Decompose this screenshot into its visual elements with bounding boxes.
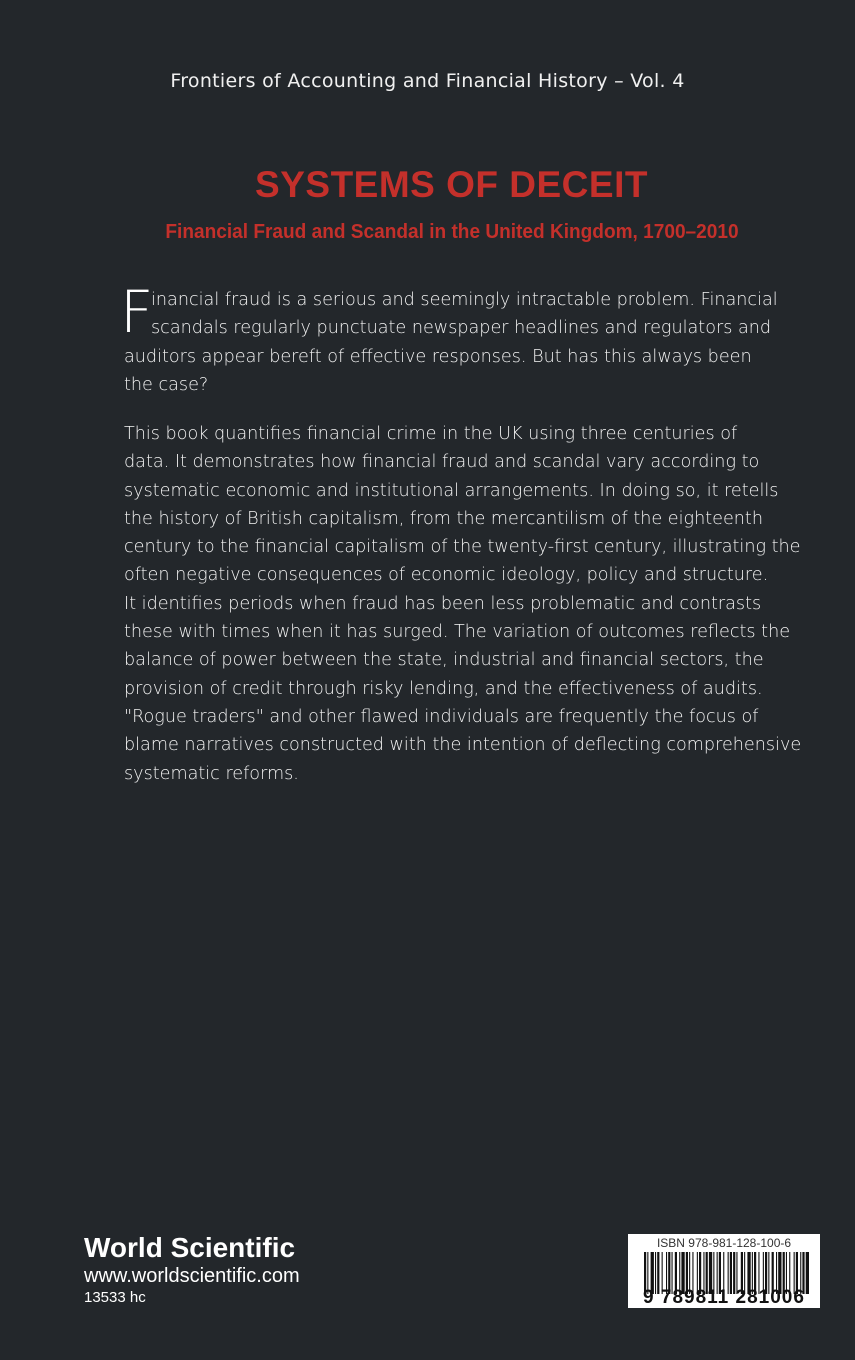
catalog-code: 13533 hc [84, 1289, 146, 1306]
series-title: Frontiers of Accounting and Financial History – Vol. 4 [170, 70, 685, 92]
text-line: the history of British capitalism, from the mercantilism of the eighteenth [124, 508, 763, 529]
isbn-label: ISBN 978-981-128-100-6 [656, 1236, 792, 1250]
blurb-paragraph-1 [124, 286, 794, 399]
text-line: systematic reforms. [124, 763, 299, 784]
text-line: provision of credit through risky lending, and the effectiveness of audits. [124, 678, 763, 699]
book-subtitle: Financial Fraud and Scandal in the United Kingdom, 1700–2010 [165, 220, 739, 243]
text-line: systematic economic and institutional arrangements. In doing so, it retells [124, 480, 779, 501]
text-line: This book quantifies financial crime in the UK using three centuries of [124, 424, 738, 444]
text-line: blame narratives constructed with the intention of deflecting comprehensive [124, 735, 802, 756]
blurb-paragraph-2 [124, 420, 802, 788]
book-title: SYSTEMS OF DECEIT [255, 164, 648, 205]
text-line: auditors appear bereft of effective responses. But has this always been [124, 346, 752, 367]
text-line: It identifies periods when fraud has been less problematic and contrasts [124, 593, 762, 614]
publisher-url: www.worldscientific.com [84, 1265, 300, 1287]
publisher-block [84, 1232, 300, 1308]
text-line: century to the financial capitalism of the twenty-first century, illustrating the [124, 537, 801, 558]
text-line: scandals regularly punctuate newspaper headlines and regulators and [151, 318, 772, 339]
text-line: "Rogue traders" and other flawed individuals are frequently the focus of [124, 706, 759, 727]
publisher-name: World Scientific [84, 1232, 296, 1263]
text-line: the case? [124, 374, 209, 395]
text-line: inancial fraud is a serious and seemingly intractable problem. Financial [151, 290, 778, 310]
barcode [628, 1234, 820, 1308]
text-line: these with times when it has surged. The variation of outcomes reflects the [124, 622, 791, 643]
ean-number: 9 789811 281006 [643, 1287, 805, 1308]
text-line: balance of power between the state, industrial and financial sectors, the [124, 650, 764, 671]
drop-cap: F [120, 278, 154, 346]
text-line: often negative consequences of economic ideology, policy and structure. [124, 565, 769, 586]
text-line: data. It demonstrates how financial fraud and scandal vary according to [124, 452, 760, 473]
